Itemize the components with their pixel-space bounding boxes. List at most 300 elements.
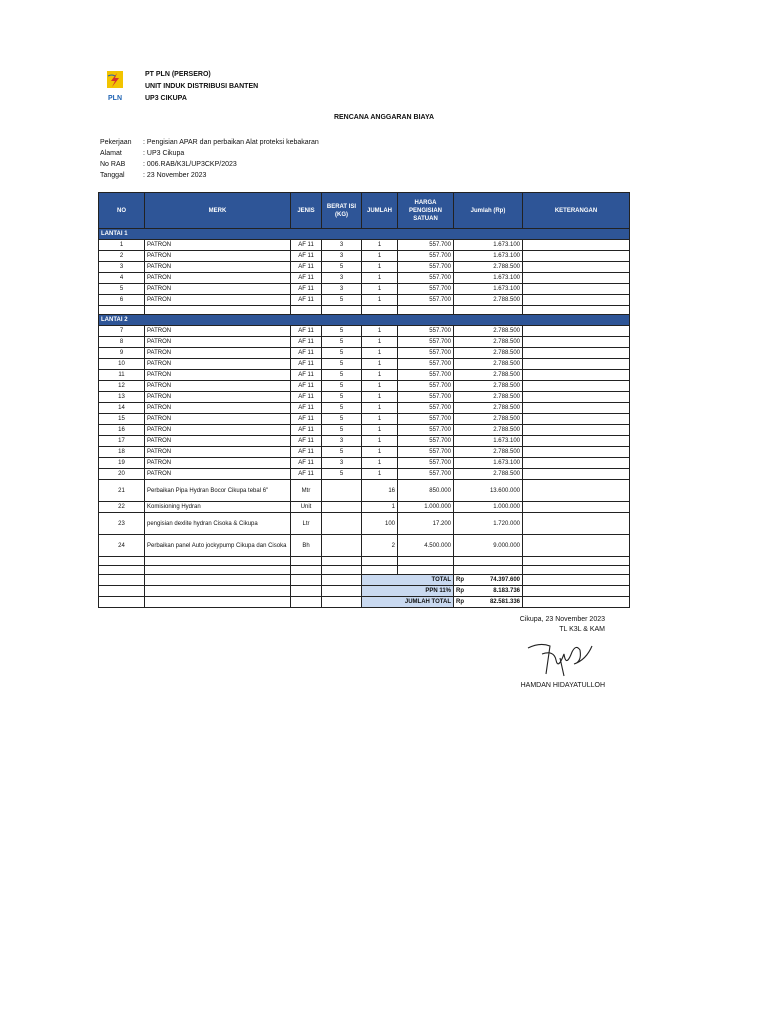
cell-harga: 4.500.000 — [398, 535, 454, 557]
cell-keterangan — [523, 295, 630, 306]
cell-jenis: AF 11 — [291, 425, 322, 436]
cell-jumlah: 1 — [362, 381, 398, 392]
cell-keterangan — [523, 447, 630, 458]
table-row — [99, 273, 630, 284]
cell-jumlah: 1 — [362, 502, 398, 513]
cell-jenis: AF 11 — [291, 414, 322, 425]
empty-cell — [523, 597, 630, 608]
cell-jenis: AF 11 — [291, 326, 322, 337]
summary-amount: 74.397.600 — [489, 577, 520, 583]
cell-berat: 3 — [322, 284, 362, 295]
cell-total: 2.788.500 — [454, 425, 523, 436]
table-row — [99, 447, 630, 458]
empty-cell — [362, 557, 398, 566]
cell-berat: 5 — [322, 381, 362, 392]
cell-berat — [322, 535, 362, 557]
cell-keterangan — [523, 403, 630, 414]
empty-cell — [322, 586, 362, 597]
cell-no: 5 — [99, 284, 145, 295]
cell-jenis: AF 11 — [291, 262, 322, 273]
cell-jumlah: 1 — [362, 262, 398, 273]
cell-total: 1.673.100 — [454, 436, 523, 447]
cell-no: 19 — [99, 458, 145, 469]
cell-harga: 557.700 — [398, 403, 454, 414]
empty-cell — [145, 566, 291, 575]
empty-cell — [398, 557, 454, 566]
cell-merk: PATRON — [145, 326, 291, 337]
table-row — [99, 392, 630, 403]
cell-no: 14 — [99, 403, 145, 414]
table-row — [99, 348, 630, 359]
empty-cell — [291, 597, 322, 608]
cell-berat: 3 — [322, 458, 362, 469]
budget-table — [98, 192, 630, 608]
col-header-keterangan: KETERANGAN — [523, 193, 630, 229]
cell-no: 22 — [99, 502, 145, 513]
cell-merk: PATRON — [145, 359, 291, 370]
table-row — [99, 337, 630, 348]
empty-cell — [99, 597, 145, 608]
cell-keterangan — [523, 513, 630, 535]
cell-no: 3 — [99, 262, 145, 273]
cell-keterangan — [523, 480, 630, 502]
cell-jumlah: 1 — [362, 273, 398, 284]
cell-jumlah: 1 — [362, 458, 398, 469]
cell-jumlah: 1 — [362, 425, 398, 436]
cell-harga: 1.000.000 — [398, 502, 454, 513]
cell-harga: 557.700 — [398, 273, 454, 284]
cell-merk: PATRON — [145, 273, 291, 284]
table-row — [99, 535, 630, 557]
cell-jenis: AF 11 — [291, 436, 322, 447]
cell-harga: 17.200 — [398, 513, 454, 535]
col-header-no: NO — [99, 193, 145, 229]
meta-key: Tanggal — [100, 172, 125, 179]
cell-jumlah: 1 — [362, 359, 398, 370]
empty-cell — [99, 575, 145, 586]
cell-harga: 557.700 — [398, 337, 454, 348]
cell-berat — [322, 502, 362, 513]
cell-no: 17 — [99, 436, 145, 447]
cell-total: 9.000.000 — [454, 535, 523, 557]
cell-jumlah: 1 — [362, 447, 398, 458]
table-row — [99, 403, 630, 414]
spacer-row — [99, 566, 630, 575]
empty-cell — [99, 566, 145, 575]
empty-cell — [322, 575, 362, 586]
cell-berat: 5 — [322, 392, 362, 403]
empty-cell — [523, 575, 630, 586]
cell-merk: PATRON — [145, 414, 291, 425]
empty-cell — [523, 557, 630, 566]
meta-value: : 23 November 2023 — [143, 172, 207, 179]
cell-jenis: AF 11 — [291, 359, 322, 370]
cell-no: 16 — [99, 425, 145, 436]
table-row — [99, 295, 630, 306]
table-row — [99, 502, 630, 513]
cell-harga: 557.700 — [398, 284, 454, 295]
document-meta — [100, 137, 319, 181]
cell-merk: PATRON — [145, 381, 291, 392]
company-name: PT PLN (PERSERO) — [145, 71, 211, 78]
cell-jenis: AF 11 — [291, 469, 322, 480]
meta-value: : UP3 Cikupa — [143, 150, 185, 157]
empty-cell — [99, 557, 145, 566]
cell-berat: 5 — [322, 295, 362, 306]
cell-jenis: AF 11 — [291, 273, 322, 284]
col-header-merk: MERK — [145, 193, 291, 229]
cell-merk: Perbaikan Pipa Hydran Bocor Cikupa tebal 6" — [145, 480, 291, 502]
cell-harga: 557.700 — [398, 436, 454, 447]
cell-total: 1.673.100 — [454, 284, 523, 295]
meta-key: Alamat — [100, 150, 122, 157]
summary-row — [99, 575, 630, 586]
col-header-jumlah: JUMLAH — [362, 193, 398, 229]
cell-merk: PATRON — [145, 370, 291, 381]
col-header-total: Jumlah (Rp) — [454, 193, 523, 229]
cell-total: 1.673.100 — [454, 273, 523, 284]
cell-no: 24 — [99, 535, 145, 557]
cell-no: 7 — [99, 326, 145, 337]
cell-total: 2.788.500 — [454, 370, 523, 381]
cell-jenis: AF 11 — [291, 370, 322, 381]
cell-jumlah: 1 — [362, 284, 398, 295]
cell-merk: Komisioning Hydran — [145, 502, 291, 513]
table-row — [99, 469, 630, 480]
cell-no: 13 — [99, 392, 145, 403]
cell-jenis: AF 11 — [291, 337, 322, 348]
cell-jenis: Unit — [291, 502, 322, 513]
cell-jumlah: 1 — [362, 348, 398, 359]
empty-cell — [145, 597, 291, 608]
empty-cell — [145, 586, 291, 597]
cell-total: 2.788.500 — [454, 381, 523, 392]
sign-name: HAMDAN HIDAYATULLOH — [520, 682, 605, 689]
cell-harga: 557.700 — [398, 348, 454, 359]
cell-berat — [322, 513, 362, 535]
summary-value — [454, 586, 523, 597]
cell-total: 1.000.000 — [454, 502, 523, 513]
table-row — [99, 425, 630, 436]
cell-no: 4 — [99, 273, 145, 284]
cell-jenis: Ltr — [291, 513, 322, 535]
cell-harga: 557.700 — [398, 469, 454, 480]
cell-no: 2 — [99, 251, 145, 262]
cell-merk: pengisian dexlite hydran Cisoka & Cikupa — [145, 513, 291, 535]
cell-harga: 557.700 — [398, 262, 454, 273]
cell-keterangan — [523, 262, 630, 273]
cell-keterangan — [523, 425, 630, 436]
cell-total: 2.788.500 — [454, 295, 523, 306]
cell-berat: 5 — [322, 359, 362, 370]
empty-cell — [291, 586, 322, 597]
empty-cell — [523, 586, 630, 597]
cell-merk: PATRON — [145, 403, 291, 414]
cell-jumlah: 1 — [362, 326, 398, 337]
empty-cell — [145, 306, 291, 315]
cell-total: 1.673.100 — [454, 251, 523, 262]
cell-harga: 557.700 — [398, 240, 454, 251]
empty-cell — [322, 306, 362, 315]
summary-currency: Rp — [456, 588, 464, 594]
spacer-row — [99, 306, 630, 315]
cell-harga: 557.700 — [398, 392, 454, 403]
cell-total: 1.720.000 — [454, 513, 523, 535]
table-body — [99, 229, 630, 608]
cell-keterangan — [523, 370, 630, 381]
cell-keterangan — [523, 392, 630, 403]
cell-keterangan — [523, 359, 630, 370]
summary-label: JUMLAH TOTAL — [362, 597, 454, 608]
cell-berat: 5 — [322, 337, 362, 348]
table-row — [99, 513, 630, 535]
cell-total: 2.788.500 — [454, 359, 523, 370]
cell-jenis: AF 11 — [291, 348, 322, 359]
cell-no: 9 — [99, 348, 145, 359]
empty-cell — [291, 557, 322, 566]
cell-harga: 557.700 — [398, 425, 454, 436]
cell-keterangan — [523, 240, 630, 251]
cell-jumlah: 1 — [362, 436, 398, 447]
sign-place-date: Cikupa, 23 November 2023 — [519, 616, 605, 623]
meta-key: Pekerjaan — [100, 139, 132, 146]
cell-jenis: Bh — [291, 535, 322, 557]
empty-cell — [454, 566, 523, 575]
cell-jenis: AF 11 — [291, 458, 322, 469]
cell-total: 2.788.500 — [454, 403, 523, 414]
cell-keterangan — [523, 502, 630, 513]
cell-merk: PATRON — [145, 436, 291, 447]
section-lantai-1 — [99, 229, 630, 240]
cell-jenis: AF 11 — [291, 251, 322, 262]
cell-total: 2.788.500 — [454, 348, 523, 359]
cell-berat: 3 — [322, 436, 362, 447]
col-header-berat: BERAT ISI (KG) — [322, 193, 362, 229]
empty-cell — [454, 306, 523, 315]
document-title: RENCANA ANGGARAN BIAYA — [333, 114, 435, 121]
cell-total: 2.788.500 — [454, 392, 523, 403]
summary-label: TOTAL — [362, 575, 454, 586]
cell-keterangan — [523, 414, 630, 425]
summary-row — [99, 597, 630, 608]
summary-currency: Rp — [456, 599, 464, 605]
cell-jumlah: 1 — [362, 469, 398, 480]
table-row — [99, 326, 630, 337]
summary-amount: 82.581.336 — [489, 599, 520, 605]
empty-cell — [291, 575, 322, 586]
table-row — [99, 480, 630, 502]
table-row — [99, 240, 630, 251]
empty-cell — [362, 566, 398, 575]
empty-cell — [362, 306, 398, 315]
empty-cell — [145, 575, 291, 586]
empty-cell — [322, 597, 362, 608]
section-lantai-2 — [99, 315, 630, 326]
empty-cell — [398, 306, 454, 315]
cell-keterangan — [523, 337, 630, 348]
cell-keterangan — [523, 273, 630, 284]
table-row — [99, 381, 630, 392]
cell-harga: 557.700 — [398, 370, 454, 381]
summary-amount: 8.183.736 — [493, 588, 520, 594]
cell-total: 2.788.500 — [454, 469, 523, 480]
cell-merk: PATRON — [145, 251, 291, 262]
meta-row-alamat — [100, 148, 319, 159]
cell-keterangan — [523, 469, 630, 480]
meta-row-tanggal — [100, 170, 319, 181]
cell-keterangan — [523, 348, 630, 359]
cell-total: 2.788.500 — [454, 337, 523, 348]
cell-jumlah: 1 — [362, 414, 398, 425]
company-subunit: UP3 CIKUPA — [145, 95, 187, 102]
cell-berat: 5 — [322, 403, 362, 414]
cell-keterangan — [523, 381, 630, 392]
cell-jumlah: 1 — [362, 240, 398, 251]
table-row — [99, 436, 630, 447]
empty-cell — [99, 306, 145, 315]
cell-keterangan — [523, 284, 630, 295]
cell-berat: 5 — [322, 370, 362, 381]
cell-jenis: AF 11 — [291, 447, 322, 458]
cell-merk: PATRON — [145, 469, 291, 480]
cell-jumlah: 16 — [362, 480, 398, 502]
table-row — [99, 414, 630, 425]
cell-merk: PATRON — [145, 295, 291, 306]
cell-harga: 557.700 — [398, 326, 454, 337]
cell-no: 21 — [99, 480, 145, 502]
cell-no: 20 — [99, 469, 145, 480]
summary-value — [454, 597, 523, 608]
empty-cell — [454, 557, 523, 566]
cell-no: 12 — [99, 381, 145, 392]
cell-jumlah: 1 — [362, 295, 398, 306]
cell-harga: 557.700 — [398, 251, 454, 262]
cell-total: 2.788.500 — [454, 447, 523, 458]
cell-berat: 3 — [322, 273, 362, 284]
cell-no: 8 — [99, 337, 145, 348]
empty-cell — [523, 306, 630, 315]
cell-no: 11 — [99, 370, 145, 381]
table-row — [99, 458, 630, 469]
company-unit: UNIT INDUK DISTRIBUSI BANTEN — [145, 83, 259, 90]
meta-value: : 006.RAB/K3L/UP3CKP/2023 — [143, 161, 237, 168]
empty-cell — [291, 306, 322, 315]
cell-jumlah: 1 — [362, 251, 398, 262]
cell-berat: 3 — [322, 251, 362, 262]
empty-cell — [99, 586, 145, 597]
cell-berat: 5 — [322, 425, 362, 436]
table-row — [99, 359, 630, 370]
cell-total: 2.788.500 — [454, 262, 523, 273]
summary-row — [99, 586, 630, 597]
table-header-row — [99, 193, 630, 229]
cell-no: 1 — [99, 240, 145, 251]
cell-jenis: AF 11 — [291, 295, 322, 306]
cell-harga: 557.700 — [398, 359, 454, 370]
cell-jumlah: 1 — [362, 403, 398, 414]
cell-no: 15 — [99, 414, 145, 425]
meta-key: No RAB — [100, 161, 126, 168]
cell-merk: PATRON — [145, 447, 291, 458]
table-row — [99, 370, 630, 381]
cell-harga: 850.000 — [398, 480, 454, 502]
cell-jumlah: 100 — [362, 513, 398, 535]
cell-jumlah: 1 — [362, 370, 398, 381]
empty-cell — [398, 566, 454, 575]
col-header-jenis: JENIS — [291, 193, 322, 229]
cell-jumlah: 1 — [362, 392, 398, 403]
cell-total: 13.600.000 — [454, 480, 523, 502]
empty-cell — [523, 566, 630, 575]
spacer-row — [99, 557, 630, 566]
pln-logo — [103, 70, 129, 104]
cell-merk: PATRON — [145, 262, 291, 273]
cell-harga: 557.700 — [398, 458, 454, 469]
cell-jumlah: 1 — [362, 337, 398, 348]
sign-role: TL K3L & KAM — [559, 626, 605, 633]
summary-label: PPN 11% — [362, 586, 454, 597]
cell-harga: 557.700 — [398, 414, 454, 425]
meta-row-no-rab — [100, 159, 319, 170]
cell-berat: 5 — [322, 469, 362, 480]
cell-no: 6 — [99, 295, 145, 306]
table-row — [99, 251, 630, 262]
cell-harga: 557.700 — [398, 295, 454, 306]
cell-total: 1.673.100 — [454, 458, 523, 469]
meta-value: : Pengisian APAR dan perbaikan Alat proteksi kebakaran — [143, 139, 319, 146]
cell-berat: 5 — [322, 262, 362, 273]
cell-no: 23 — [99, 513, 145, 535]
cell-merk: PATRON — [145, 425, 291, 436]
cell-merk: PATRON — [145, 284, 291, 295]
empty-cell — [322, 566, 362, 575]
summary-currency: Rp — [456, 577, 464, 583]
cell-jenis: AF 11 — [291, 284, 322, 295]
cell-total: 1.673.100 — [454, 240, 523, 251]
cell-merk: PATRON — [145, 337, 291, 348]
cell-berat: 5 — [322, 326, 362, 337]
col-header-harga: HARGA PENGISIAN SATUAN — [398, 193, 454, 229]
cell-jenis: Mtr — [291, 480, 322, 502]
empty-cell — [145, 557, 291, 566]
cell-merk: PATRON — [145, 392, 291, 403]
empty-cell — [322, 557, 362, 566]
cell-keterangan — [523, 251, 630, 262]
signature-scribble — [520, 640, 598, 680]
cell-keterangan — [523, 458, 630, 469]
cell-merk: Perbaikan panel Auto jockypump Cikupa dan Cisoka — [145, 535, 291, 557]
cell-berat: 5 — [322, 414, 362, 425]
cell-merk: PATRON — [145, 458, 291, 469]
cell-jenis: AF 11 — [291, 403, 322, 414]
meta-row-pekerjaan — [100, 137, 319, 148]
section-label: LANTAI 1 — [99, 229, 630, 240]
empty-cell — [291, 566, 322, 575]
cell-total: 2.788.500 — [454, 326, 523, 337]
section-label: LANTAI 2 — [99, 315, 630, 326]
cell-harga: 557.700 — [398, 447, 454, 458]
cell-no: 10 — [99, 359, 145, 370]
table-row — [99, 284, 630, 295]
cell-jumlah: 2 — [362, 535, 398, 557]
cell-jenis: AF 11 — [291, 392, 322, 403]
cell-no: 18 — [99, 447, 145, 458]
cell-keterangan — [523, 535, 630, 557]
company-header — [145, 69, 258, 105]
cell-jenis: AF 11 — [291, 381, 322, 392]
table-row — [99, 262, 630, 273]
cell-berat: 5 — [322, 447, 362, 458]
